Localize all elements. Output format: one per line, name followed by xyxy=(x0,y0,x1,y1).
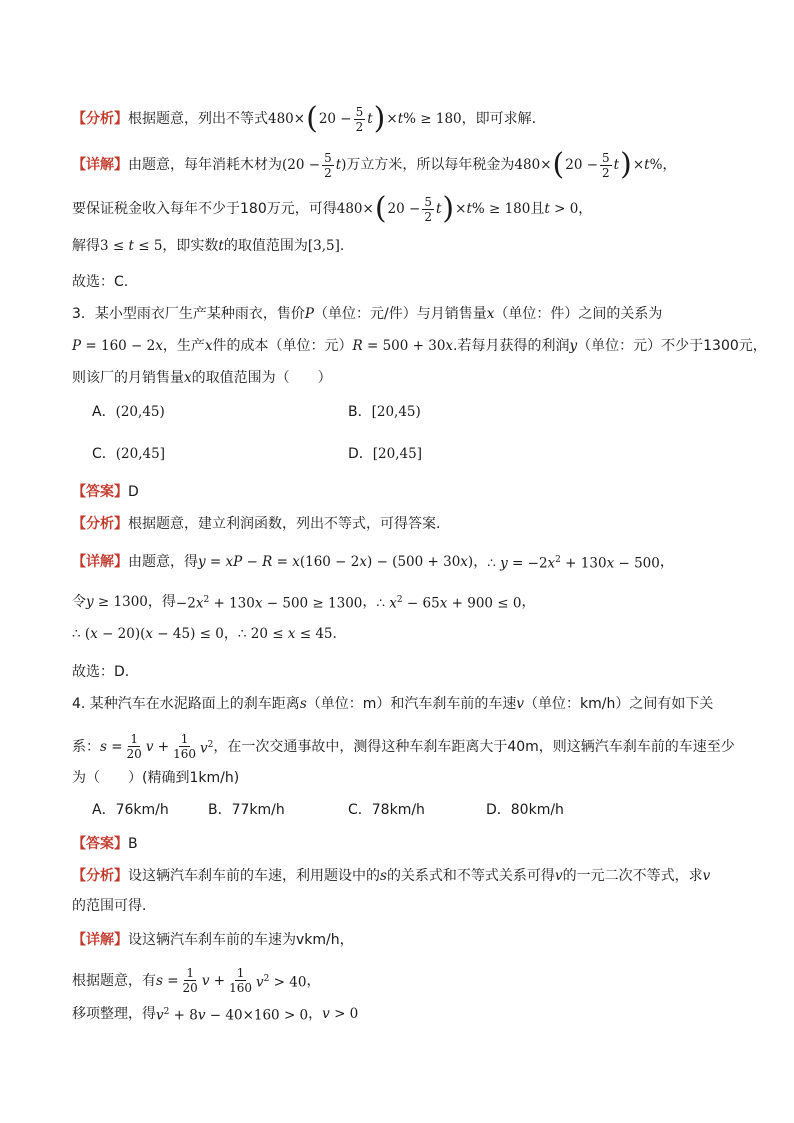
formula: t xyxy=(435,201,442,217)
formula: v + xyxy=(201,972,226,989)
formula: 20 − xyxy=(318,111,352,127)
formula: t xyxy=(613,157,620,173)
q3-stem-line xyxy=(72,336,767,356)
formula: t) xyxy=(335,157,347,173)
q4-stem-line xyxy=(72,732,734,761)
formula: s = xyxy=(156,972,179,989)
formula: $-2x^2 + 130x - 500 \ge 1300$ xyxy=(175,595,363,612)
formula: [20,45) xyxy=(371,404,421,420)
q2-analysis-line xyxy=(72,101,734,136)
detail-tag: 【详解】 xyxy=(72,553,128,570)
detail-tag: 【详解】 xyxy=(72,932,128,948)
text: 解得 xyxy=(72,238,100,254)
q3-stem-line xyxy=(72,368,734,388)
text: （单位：件）之间的关系为 xyxy=(494,306,663,322)
text: 根据题意，有 xyxy=(72,972,156,989)
fraction: $\frac{1}{20}$ xyxy=(126,732,142,761)
q3-choose xyxy=(72,662,734,682)
formula: v > 0 xyxy=(322,1005,359,1022)
formula: s = xyxy=(100,738,123,755)
text: . xyxy=(339,238,345,254)
formula: v xyxy=(702,868,711,884)
text: 万立方米，所以每年税金为 xyxy=(346,157,515,173)
text: 3．某小型雨衣厂生产某种雨衣，售价 xyxy=(72,306,305,322)
answer-value: D xyxy=(128,484,139,500)
formula: y ≥ 1300 xyxy=(86,593,148,610)
formula: 480× xyxy=(268,111,306,127)
formula: $v^2 + 8v - 40\times 160 > 0$ xyxy=(156,1007,309,1024)
text: ，得 xyxy=(147,593,176,610)
formula: ×t% xyxy=(632,157,663,173)
formula: 480× xyxy=(336,201,374,217)
formula: x xyxy=(184,370,192,386)
formula: ∴ $x^2 - 65x + 900 \le 0$ xyxy=(376,595,522,612)
formula: v + xyxy=(145,738,170,755)
q4-option-d: D．80km/h xyxy=(486,802,564,818)
text: ， xyxy=(521,593,536,610)
q3-option-a xyxy=(92,402,165,422)
formula: (20,45] xyxy=(115,446,165,462)
text: 令 xyxy=(72,593,86,610)
q2-detail-line xyxy=(72,191,734,226)
text: ，即可求解. xyxy=(461,111,537,127)
option-label: A． xyxy=(92,404,116,420)
formula: ×t% ≥ 180 xyxy=(455,201,531,217)
q4-option-c: C．78km/h xyxy=(348,802,425,818)
formula: R = 500 + 30x xyxy=(352,338,454,354)
text: ， xyxy=(662,157,677,173)
formula: t xyxy=(218,238,224,254)
formula: $v^2 > 40$ xyxy=(255,973,307,991)
option-label: D． xyxy=(348,446,373,462)
text: ，即实数 xyxy=(162,238,219,254)
fraction: $\frac{1}{160}$ xyxy=(229,966,252,995)
q4-detail-line xyxy=(72,966,734,995)
q4-detail-line xyxy=(72,1002,734,1026)
formula: ×t% ≥ 180 xyxy=(386,111,462,127)
text: 的一元二次不等式，求 xyxy=(562,868,703,884)
q3-analysis xyxy=(72,514,734,534)
text: ， xyxy=(578,201,593,217)
formula: x xyxy=(204,338,213,354)
text: 根据题意，列出不等式 xyxy=(128,111,268,127)
q3-detail-line xyxy=(72,550,734,574)
option-label: B． xyxy=(348,404,372,420)
formula: s xyxy=(299,696,307,712)
formula: 20 − xyxy=(565,157,599,173)
text: 设这辆汽车刹车前的车速，利用题设中的 xyxy=(128,868,380,884)
q4-analysis-line xyxy=(72,896,734,916)
text: 4. 某种汽车在水泥路面上的刹车距离 xyxy=(72,696,300,712)
q4-option-a: A．76km/h xyxy=(92,802,169,818)
formula: ( xyxy=(552,147,565,182)
text: 系： xyxy=(72,738,100,755)
text: ， xyxy=(473,553,488,570)
text: 移项整理，得 xyxy=(72,1005,156,1022)
q3-detail-line xyxy=(72,624,734,644)
text: 的取值范围为（ ） xyxy=(191,370,332,386)
answer-tag: 【答案】 xyxy=(72,484,128,500)
q3-option-c xyxy=(92,444,165,464)
q4-answer xyxy=(72,834,734,854)
formula: ∴ $y = -2x^2 + 130x - 500$ xyxy=(487,555,660,572)
text: 为（ ）(精确到1km/h) xyxy=(72,770,240,786)
formula: y = xP − R = x(160 − 2x) − (500 + 30x) xyxy=(198,553,474,570)
formula: ∴ (x − 20)(x − 45) ≤ 0 xyxy=(72,626,224,642)
text: 由题意，得 xyxy=(128,553,198,570)
text: ，在一次交通事故中，测得这种车刹车距离大于40m，则这辆汽车刹车前的车速至少 xyxy=(213,738,735,755)
formula: v xyxy=(554,868,563,884)
text: 故选：C. xyxy=(72,274,129,290)
text: 的关系式和不等式关系可得 xyxy=(386,868,555,884)
q3-option-d xyxy=(348,444,422,464)
text: 由题意，每年消耗木材为 xyxy=(128,157,282,173)
text: ， xyxy=(306,972,321,989)
answer-value: B xyxy=(128,836,138,852)
text: 要保证税金收入每年不少于180万元，可得 xyxy=(72,201,337,217)
q4-detail-line xyxy=(72,930,734,950)
option-label: C． xyxy=(92,446,116,462)
formula: t > 0 xyxy=(544,201,579,217)
formula: ∴ 20 ≤ x ≤ 45. xyxy=(237,626,337,642)
text: 设这辆汽车刹车前的车速为vkm/h， xyxy=(128,932,354,948)
q2-detail-line xyxy=(72,236,734,256)
text: 的取值范围为 xyxy=(223,238,308,254)
text: 件的成本（单位：元） xyxy=(212,338,353,354)
formula: ( xyxy=(374,191,387,226)
formula: [3,5] xyxy=(307,238,340,254)
formula: 20 − xyxy=(387,201,421,217)
formula: ) xyxy=(442,191,455,226)
text: 且 xyxy=(530,201,545,217)
text: 根据题意，建立利润函数，列出不等式，可得答案. xyxy=(128,516,441,532)
detail-tag: 【详解】 xyxy=(72,157,128,173)
analysis-tag: 【分析】 xyxy=(72,111,128,127)
q4-option-b: B．77km/h xyxy=(208,802,285,818)
formula: x xyxy=(486,306,495,322)
formula: ( xyxy=(306,101,318,136)
q3-stem-line xyxy=(72,304,734,324)
formula: (20,45) xyxy=(115,404,165,420)
text: （单位：km/h）之间有如下关 xyxy=(524,696,714,712)
formula: y xyxy=(569,338,578,354)
formula: [20,45] xyxy=(372,446,422,462)
formula: ) xyxy=(373,101,386,136)
q4-stem-line xyxy=(72,694,734,714)
text: .若每月获得的利润 xyxy=(453,338,570,354)
formula: P xyxy=(304,306,314,322)
formula: P = 160 − 2x xyxy=(72,338,163,354)
text: ， xyxy=(659,553,674,570)
text: ， xyxy=(362,593,377,610)
q3-detail-line xyxy=(72,590,734,614)
q3-option-b xyxy=(348,402,421,422)
analysis-tag: 【分析】 xyxy=(72,868,128,884)
text: 则该厂的月销售量 xyxy=(72,370,184,386)
text: （单位：元）不少于1300元， xyxy=(577,338,767,354)
formula: s xyxy=(380,868,387,884)
fraction: $\frac{1}{160}$ xyxy=(173,732,196,761)
formula: (20 − xyxy=(282,157,321,173)
fraction: $\frac{5}{2}$ xyxy=(424,194,432,224)
q4-stem-line xyxy=(72,768,734,788)
fraction: $\frac{5}{2}$ xyxy=(355,104,364,134)
q4-analysis-line xyxy=(72,866,734,886)
analysis-tag: 【分析】 xyxy=(72,516,128,532)
text: ， xyxy=(308,1005,323,1022)
formula: v xyxy=(516,696,525,712)
text: 故选：D. xyxy=(72,664,130,680)
text: （单位：元/件）与月销售量 xyxy=(314,306,487,322)
formula: $v^2$ xyxy=(199,739,214,757)
formula: 480× xyxy=(514,157,552,173)
text: ， xyxy=(223,626,238,642)
q3-answer xyxy=(72,482,734,502)
q2-choose xyxy=(72,272,734,292)
formula: ) xyxy=(620,147,632,182)
q2-detail-line xyxy=(72,147,734,182)
formula: 3 ≤ t ≤ 5 xyxy=(100,238,163,254)
formula: t xyxy=(367,111,373,127)
text: （单位：m）和汽车刹车前的车速 xyxy=(306,696,517,712)
fraction: $\frac{5}{2}$ xyxy=(324,150,332,180)
fraction: $\frac{5}{2}$ xyxy=(602,150,610,180)
answer-tag: 【答案】 xyxy=(72,836,128,852)
text: ，生产 xyxy=(162,338,205,354)
text: 的范围可得． xyxy=(72,898,156,914)
fraction: $\frac{1}{20}$ xyxy=(182,966,198,995)
